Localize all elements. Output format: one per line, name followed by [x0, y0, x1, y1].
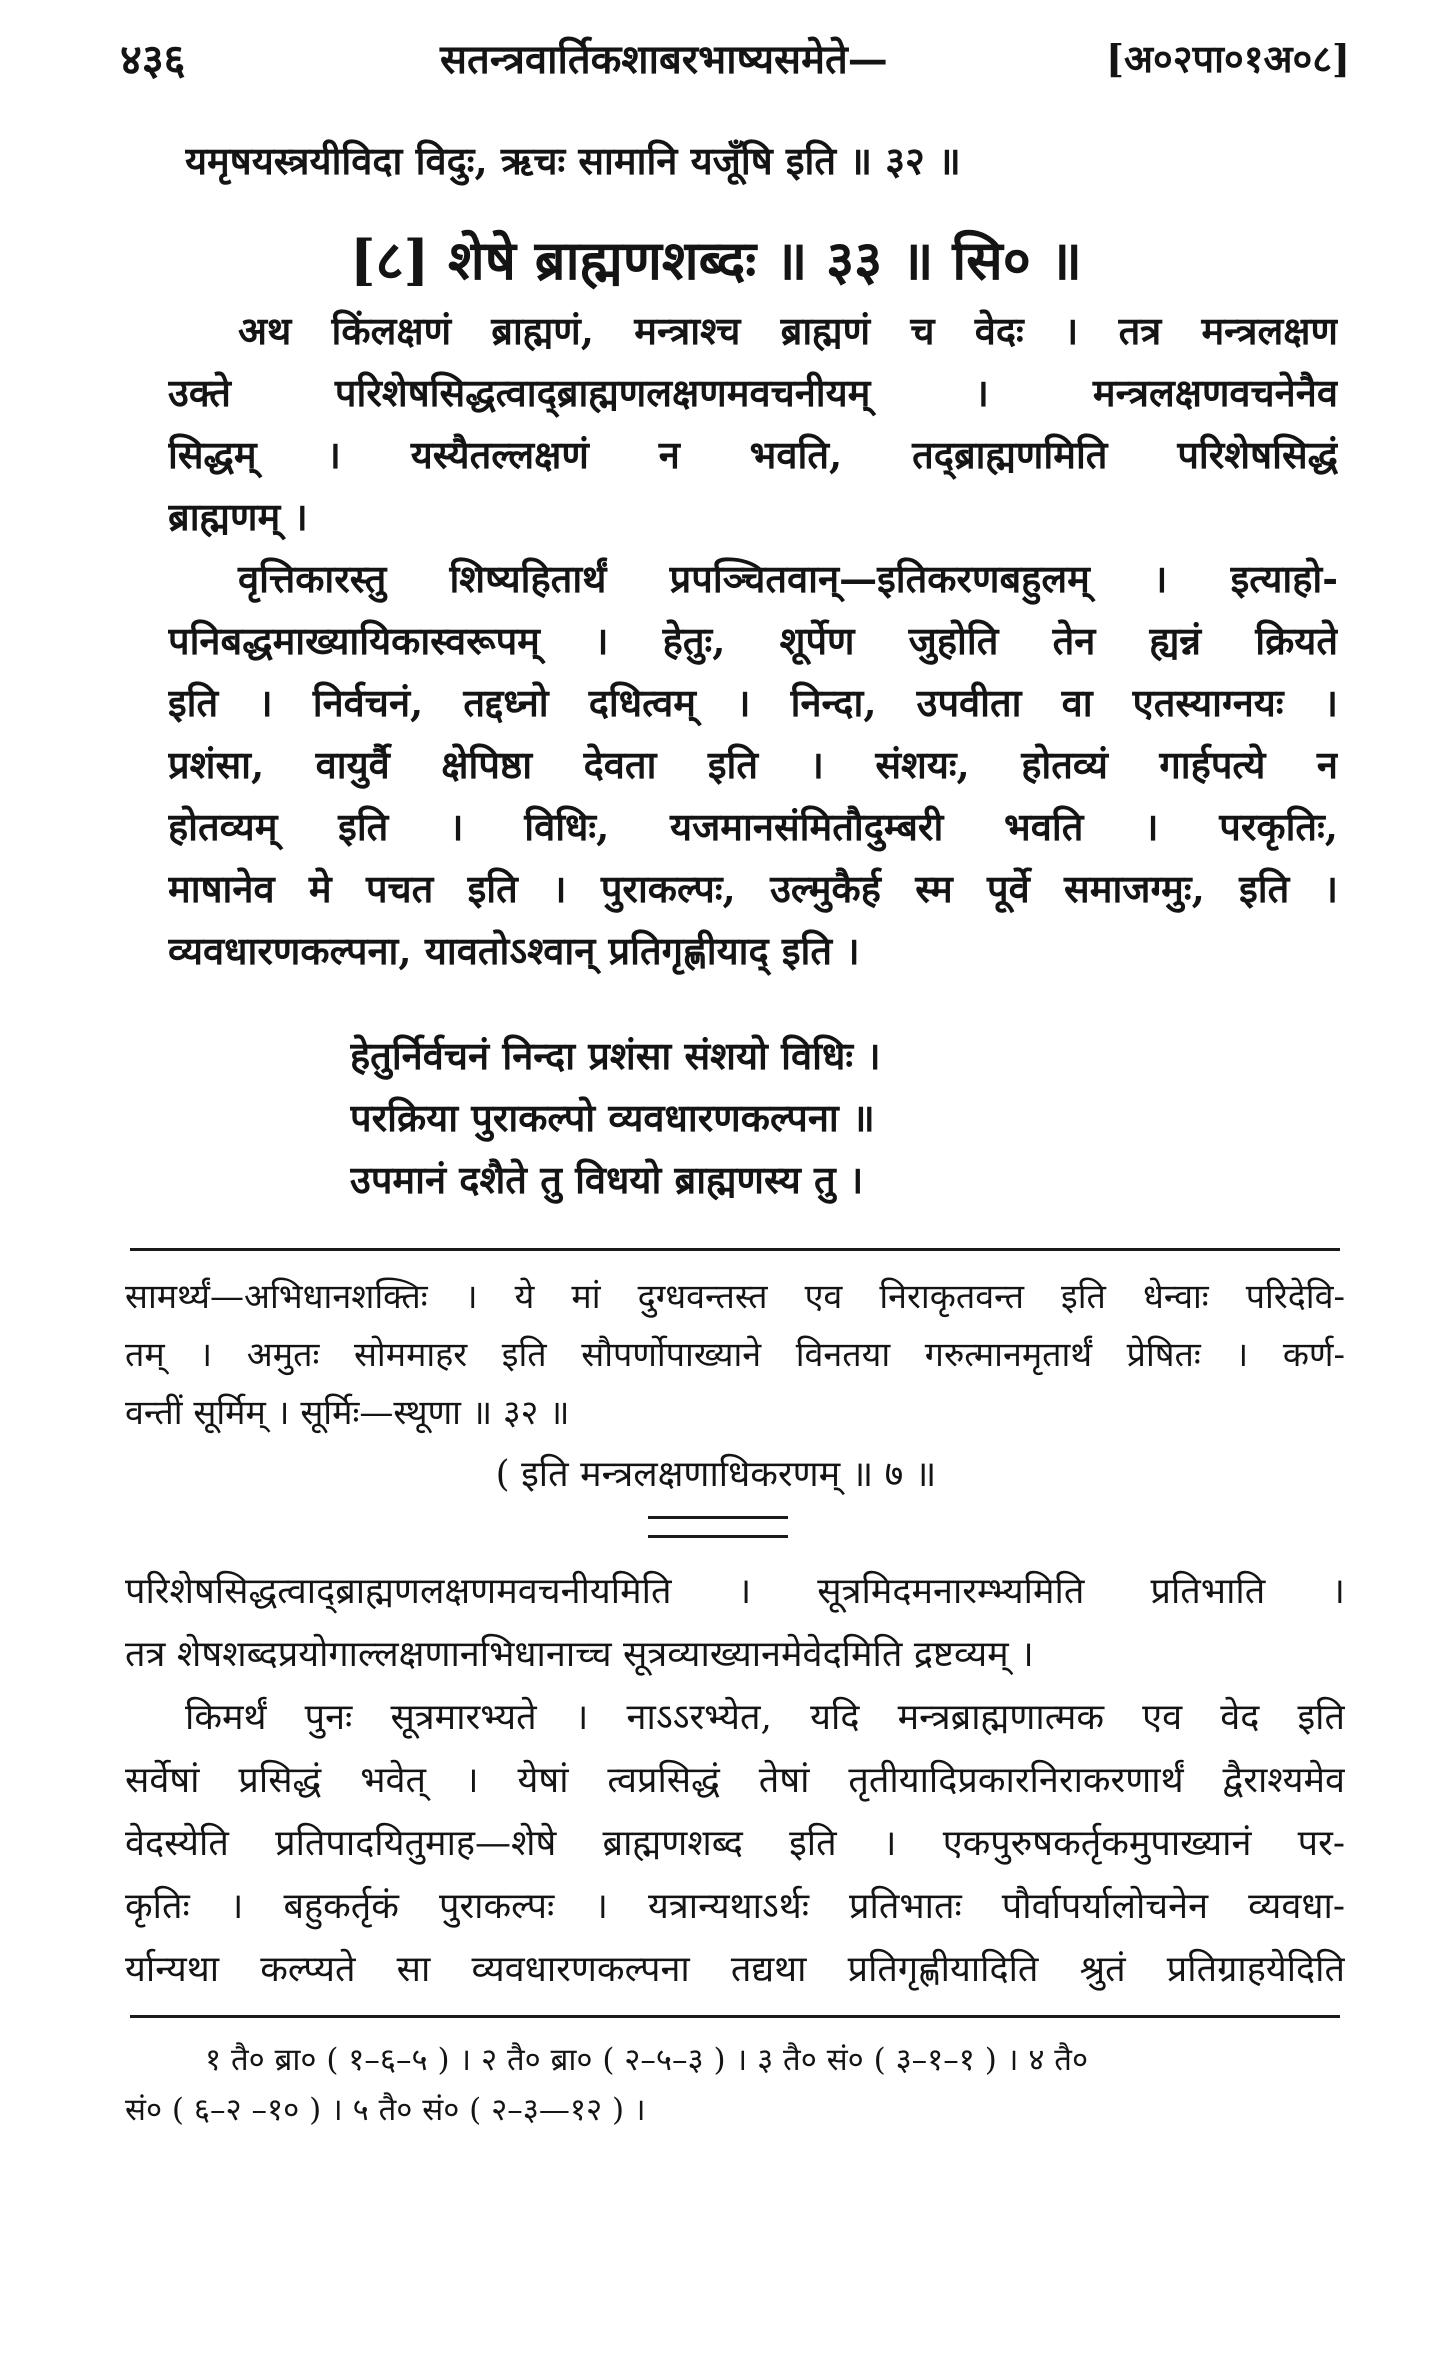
- commentary-line: तम् । अमुतः सोममाहर इति सौपर्णोपाख्याने विनतया गरुत्मानमृतार्थं प्रेषितः । कर्ण-: [125, 1335, 1345, 1375]
- bhashya-line: व्यवधारणकल्पना, यावतोऽश्वान् प्रतिगृह्णीयाद् इति ।: [168, 928, 860, 973]
- adhikarana-end: ( इति मन्त्रलक्षणाधिकरणम् ॥ ७ ॥: [495, 1454, 937, 1495]
- verse-top: [185, 130, 1355, 192]
- commentary-line: वेदस्येति प्रतिपादयितुमाह—शेषे ब्राह्मणशब्द इति । एकपुरुषकर्तृकमुपाख्यानं पर-: [125, 1823, 1345, 1864]
- footnote-line: १ तै० ब्रा० ( १–६–५ ) । २ तै० ब्रा० ( २–५–३ ) । ३ तै० सं० ( ३–१–१ ) । ४ तै०: [205, 2042, 1089, 2078]
- bhashya-line: प्रशंसा, वायुर्वै क्षेपिष्ठा देवता इति । संशयः, होतव्यं गार्हपत्ये न: [168, 742, 1338, 787]
- bhashya-line: पनिबद्धमाख्यायिकास्वरूपम् । हेतुः, शूर्पेण जुहोति तेन ह्यन्नं क्रियते: [168, 618, 1338, 663]
- sutra-heading: [८] शेषे ब्राह्मणशब्दः ॥ ३३ ॥ सि० ॥: [350, 228, 1082, 292]
- bhashya-line: माषानेव मे पचत इति । पुराकल्पः, उल्मुकैर्ह स्म पूर्वे समाजग्मुः, इति ।: [168, 866, 1338, 911]
- bhashya-line: वृत्तिकारस्तु शिष्यहितार्थं प्रपञ्चितवान्—इतिकरणबहुलम् । इत्याहो-: [238, 556, 1338, 601]
- commentary-line: वन्तीं सूर्मिम् । सूर्मिः—स्थूणा ॥ ३२ ॥: [125, 1393, 570, 1433]
- commentary-first: [125, 1268, 1345, 1442]
- double-rule-ornament: [648, 1516, 788, 1538]
- commentary-line: किमर्थं पुनः सूत्रमारभ्यते । नाऽऽरभ्येत, यदि मन्त्रब्राह्मणात्मक एव वेद इति: [185, 1697, 1345, 1738]
- page-header: [110, 22, 1350, 92]
- commentary-line: सामर्थ्यं—अभिधानशक्तिः । ये मां दुग्धवन्तस्त एव निराकृतवन्त इति धेन्वाः परिदेवि-: [125, 1277, 1345, 1317]
- commentary-line: र्यान्यथा कल्प्यते सा व्यवधारणकल्पना तद्यथा प्रतिगृह्णीयादिति श्रुतं प्रतिग्राहयेदिति: [125, 1949, 1345, 1990]
- bhashya-line: उक्ते परिशेषसिद्धत्वाद्ब्राह्मणलक्षणमवचनीयम् । मन्त्रलक्षणवचनेनैव: [168, 370, 1338, 415]
- bhashya-line: अथ किंलक्षणं ब्राह्मणं, मन्त्राश्च ब्राह्मणं च वेदः । तत्र मन्त्रलक्षण: [238, 308, 1338, 353]
- verse-line: यमृषयस्त्रयीविदा विदुः, ऋचः सामानि यजूँषि इति ॥ ३२ ॥: [185, 138, 961, 183]
- commentary-line: तत्र शेषशब्दप्रयोगाल्लक्षणानभिधानाच्च सूत्रव्याख्यानमेवेदमिति द्रष्टव्यम् ।: [125, 1634, 1034, 1675]
- commentary-second: [125, 1560, 1345, 2001]
- karika-line: परक्रिया पुराकल्पो व्यवधारणकल्पना ॥: [350, 1095, 875, 1140]
- commentary-line: सर्वेषां प्रसिद्धं भवेत् । येषां त्वप्रसिद्धं तेषां तृतीयादिप्रकारनिराकरणार्थं द्वैराश्यमेव: [125, 1760, 1345, 1801]
- footnotes: [125, 2035, 1345, 2135]
- running-title: सतन्त्रवार्तिकशाबरभाष्यसमेते—: [440, 36, 888, 83]
- commentary-line: कृतिः । बहुकर्तृकं पुराकल्पः । यत्रान्यथाऽर्थः प्रतिभातः पौर्वापर्यालोचनेन व्यवधा-: [125, 1886, 1345, 1927]
- karika-line: हेतुर्निर्वचनं निन्दा प्रशंसा संशयो विधिः ।: [350, 1033, 881, 1078]
- footnote-line: सं० ( ६–२ –१० ) । ५ तै० सं० ( २–३—१२ ) ।: [125, 2092, 646, 2128]
- footnote-divider: [130, 2015, 1340, 2018]
- bhashya-line: इति । निर्वचनं, तद्दध्नो दधित्वम् । निन्दा, उपवीता वा एतस्याग्नयः ।: [168, 680, 1338, 725]
- section-divider: [130, 1248, 1340, 1251]
- bhashya-text: [168, 300, 1338, 982]
- bhashya-line: ब्राह्मणम् ।: [168, 494, 308, 539]
- bhashya-line: होतव्यम् इति । विधिः, यजमानसंमितौदुम्बरी भवति । परकृतिः,: [168, 804, 1338, 849]
- bhashya-line: सिद्धम् । यस्यैतल्लक्षणं न भवति, तद्ब्राह्मणमिति परिशेषसिद्धं: [168, 432, 1338, 477]
- karika-line: उपमानं दशैते तु विधयो ब्राह्मणस्य तु ।: [350, 1157, 864, 1202]
- section-reference: [अ०२पा०१अ०८]: [1105, 36, 1350, 81]
- commentary-line: परिशेषसिद्धत्वाद्ब्राह्मणलक्षणमवचनीयमिति । सूत्रमिदमनारम्भ्यमिति प्रतिभाति ।: [125, 1571, 1345, 1612]
- page-number: ४३६: [120, 35, 186, 84]
- karika-verses: [350, 1025, 1250, 1211]
